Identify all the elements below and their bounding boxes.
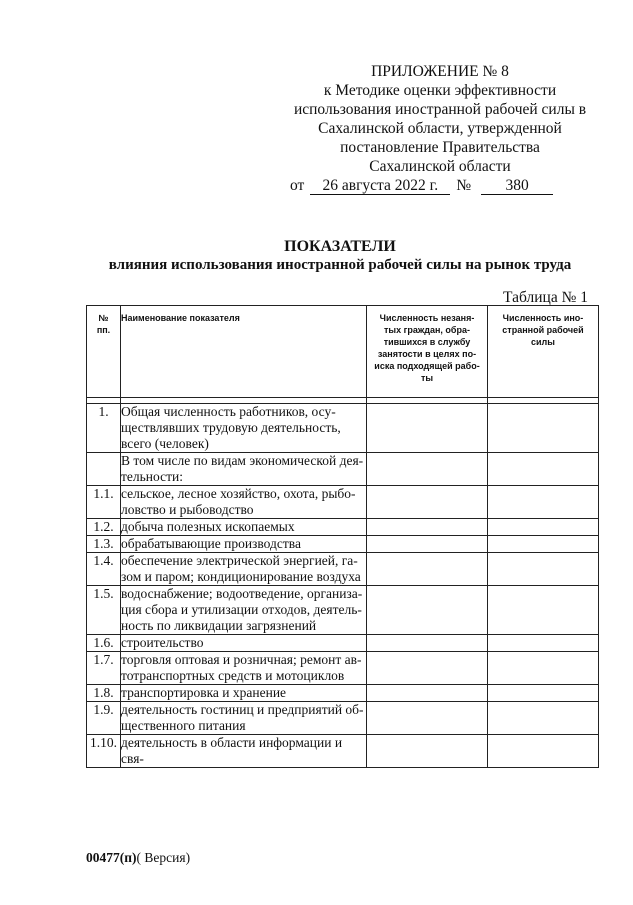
footer-code: 00477(п) <box>86 850 137 865</box>
row-foreign-labor-value <box>488 635 599 652</box>
row-indicator-name: Общая численность работников, осу- ществлявших трудовую деятельность, всего (человек) <box>121 404 367 453</box>
from-label: от <box>290 177 305 194</box>
header-num-text: № пп. <box>96 313 111 335</box>
table-row <box>87 519 599 536</box>
row-indicator-name: водоснабжение; водоотведение, организа- ция сбора и утилизации отходов, деятель- ность по ликвидации загрязнений <box>121 586 367 635</box>
row-unemployed-value <box>367 536 488 553</box>
indicators-table <box>86 305 599 768</box>
appendix-date-line <box>290 176 590 195</box>
table-row <box>87 586 599 635</box>
row-number: 1.1. <box>87 486 121 519</box>
row-indicator-name: сельское, лесное хозяйство, охота, рыбо- ловство и рыбоводство <box>121 486 367 519</box>
row-unemployed-value <box>367 486 488 519</box>
table-row <box>87 404 599 453</box>
row-indicator-name: торговля оптовая и розничная; ремонт ав- тотранспортных средств и мотоциклов <box>121 652 367 685</box>
row-number: 1.3. <box>87 536 121 553</box>
row-foreign-labor-value <box>488 404 599 453</box>
title-sub: влияния использования иностранной рабочей силы на рынок труда <box>108 257 572 273</box>
row-indicator-name: строительство <box>121 635 367 652</box>
header-foreign-labor-text: Численность ино- странной рабочей силы <box>502 313 584 347</box>
appendix-line-4: постановление Правительства <box>340 139 540 156</box>
resolution-number: 380 <box>481 177 553 195</box>
row-unemployed-value <box>367 519 488 536</box>
row-foreign-labor-value <box>488 685 599 702</box>
row-unemployed-value <box>367 652 488 685</box>
row-foreign-labor-value <box>488 586 599 635</box>
header-name <box>121 306 367 398</box>
header-num <box>87 306 121 398</box>
table-row <box>87 453 599 486</box>
row-unemployed-value <box>367 404 488 453</box>
table-row <box>87 735 599 768</box>
header-unemployed-text: Численность незаня- тых граждан, обра- тившихся в службу занятости в целях по- иска подходящей рабо- ты <box>374 313 480 383</box>
row-unemployed-value <box>367 586 488 635</box>
row-foreign-labor-value <box>488 553 599 586</box>
table-row <box>87 685 599 702</box>
row-indicator-name: В том числе по видам экономической дея- тельности: <box>121 453 367 486</box>
table-row <box>87 635 599 652</box>
row-number: 1. <box>87 404 121 453</box>
row-indicator-name: обеспечение электрической энергией, га- зом и паром; кондиционирование воздуха <box>121 553 367 586</box>
resolution-date: 26 августа 2022 г. <box>310 177 450 195</box>
document-title <box>100 237 580 275</box>
row-unemployed-value <box>367 702 488 735</box>
row-foreign-labor-value <box>488 453 599 486</box>
row-foreign-labor-value <box>488 519 599 536</box>
header-foreign-labor <box>488 306 599 398</box>
row-unemployed-value <box>367 685 488 702</box>
row-foreign-labor-value <box>488 702 599 735</box>
table-row <box>87 652 599 685</box>
appendix-title: ПРИЛОЖЕНИЕ № 8 <box>371 63 509 80</box>
title-main: ПОКАЗАТЕЛИ <box>284 238 396 255</box>
appendix-line-3: Сахалинской области, утвержденной <box>318 120 562 137</box>
row-number <box>87 453 121 486</box>
row-indicator-name: деятельность гостиниц и предприятий об- щественного питания <box>121 702 367 735</box>
appendix-line-1: к Методике оценки эффективности <box>323 82 557 99</box>
table-row <box>87 486 599 519</box>
appendix-header <box>290 62 590 195</box>
row-indicator-name: транспортировка и хранение <box>121 685 367 702</box>
row-unemployed-value <box>367 735 488 768</box>
header-unemployed <box>367 306 488 398</box>
row-number: 1.10. <box>87 735 121 768</box>
table-header-row <box>87 306 599 398</box>
row-indicator-name: деятельность в области информации и свя- <box>121 735 367 768</box>
row-foreign-labor-value <box>488 735 599 768</box>
table-number: Таблица № 1 <box>503 289 588 306</box>
number-label: № <box>456 177 472 194</box>
row-number: 1.5. <box>87 586 121 635</box>
row-foreign-labor-value <box>488 486 599 519</box>
row-number: 1.7. <box>87 652 121 685</box>
row-unemployed-value <box>367 553 488 586</box>
row-number: 1.2. <box>87 519 121 536</box>
row-number: 1.6. <box>87 635 121 652</box>
appendix-line-2: использования иностранной рабочей силы в <box>293 101 587 118</box>
row-unemployed-value <box>367 635 488 652</box>
row-number: 1.8. <box>87 685 121 702</box>
row-indicator-name: добыча полезных ископаемых <box>121 519 367 536</box>
appendix-line-5: Сахалинской области <box>369 158 511 175</box>
row-indicator-name: обрабатывающие производства <box>121 536 367 553</box>
table-row <box>87 702 599 735</box>
row-foreign-labor-value <box>488 536 599 553</box>
footer <box>86 850 190 866</box>
row-unemployed-value <box>367 453 488 486</box>
table-row <box>87 536 599 553</box>
footer-version: ( Версия) <box>136 850 191 865</box>
row-foreign-labor-value <box>488 652 599 685</box>
row-number: 1.4. <box>87 553 121 586</box>
header-name-text: Наименование показателя <box>121 313 240 323</box>
row-number: 1.9. <box>87 702 121 735</box>
table-row <box>87 553 599 586</box>
